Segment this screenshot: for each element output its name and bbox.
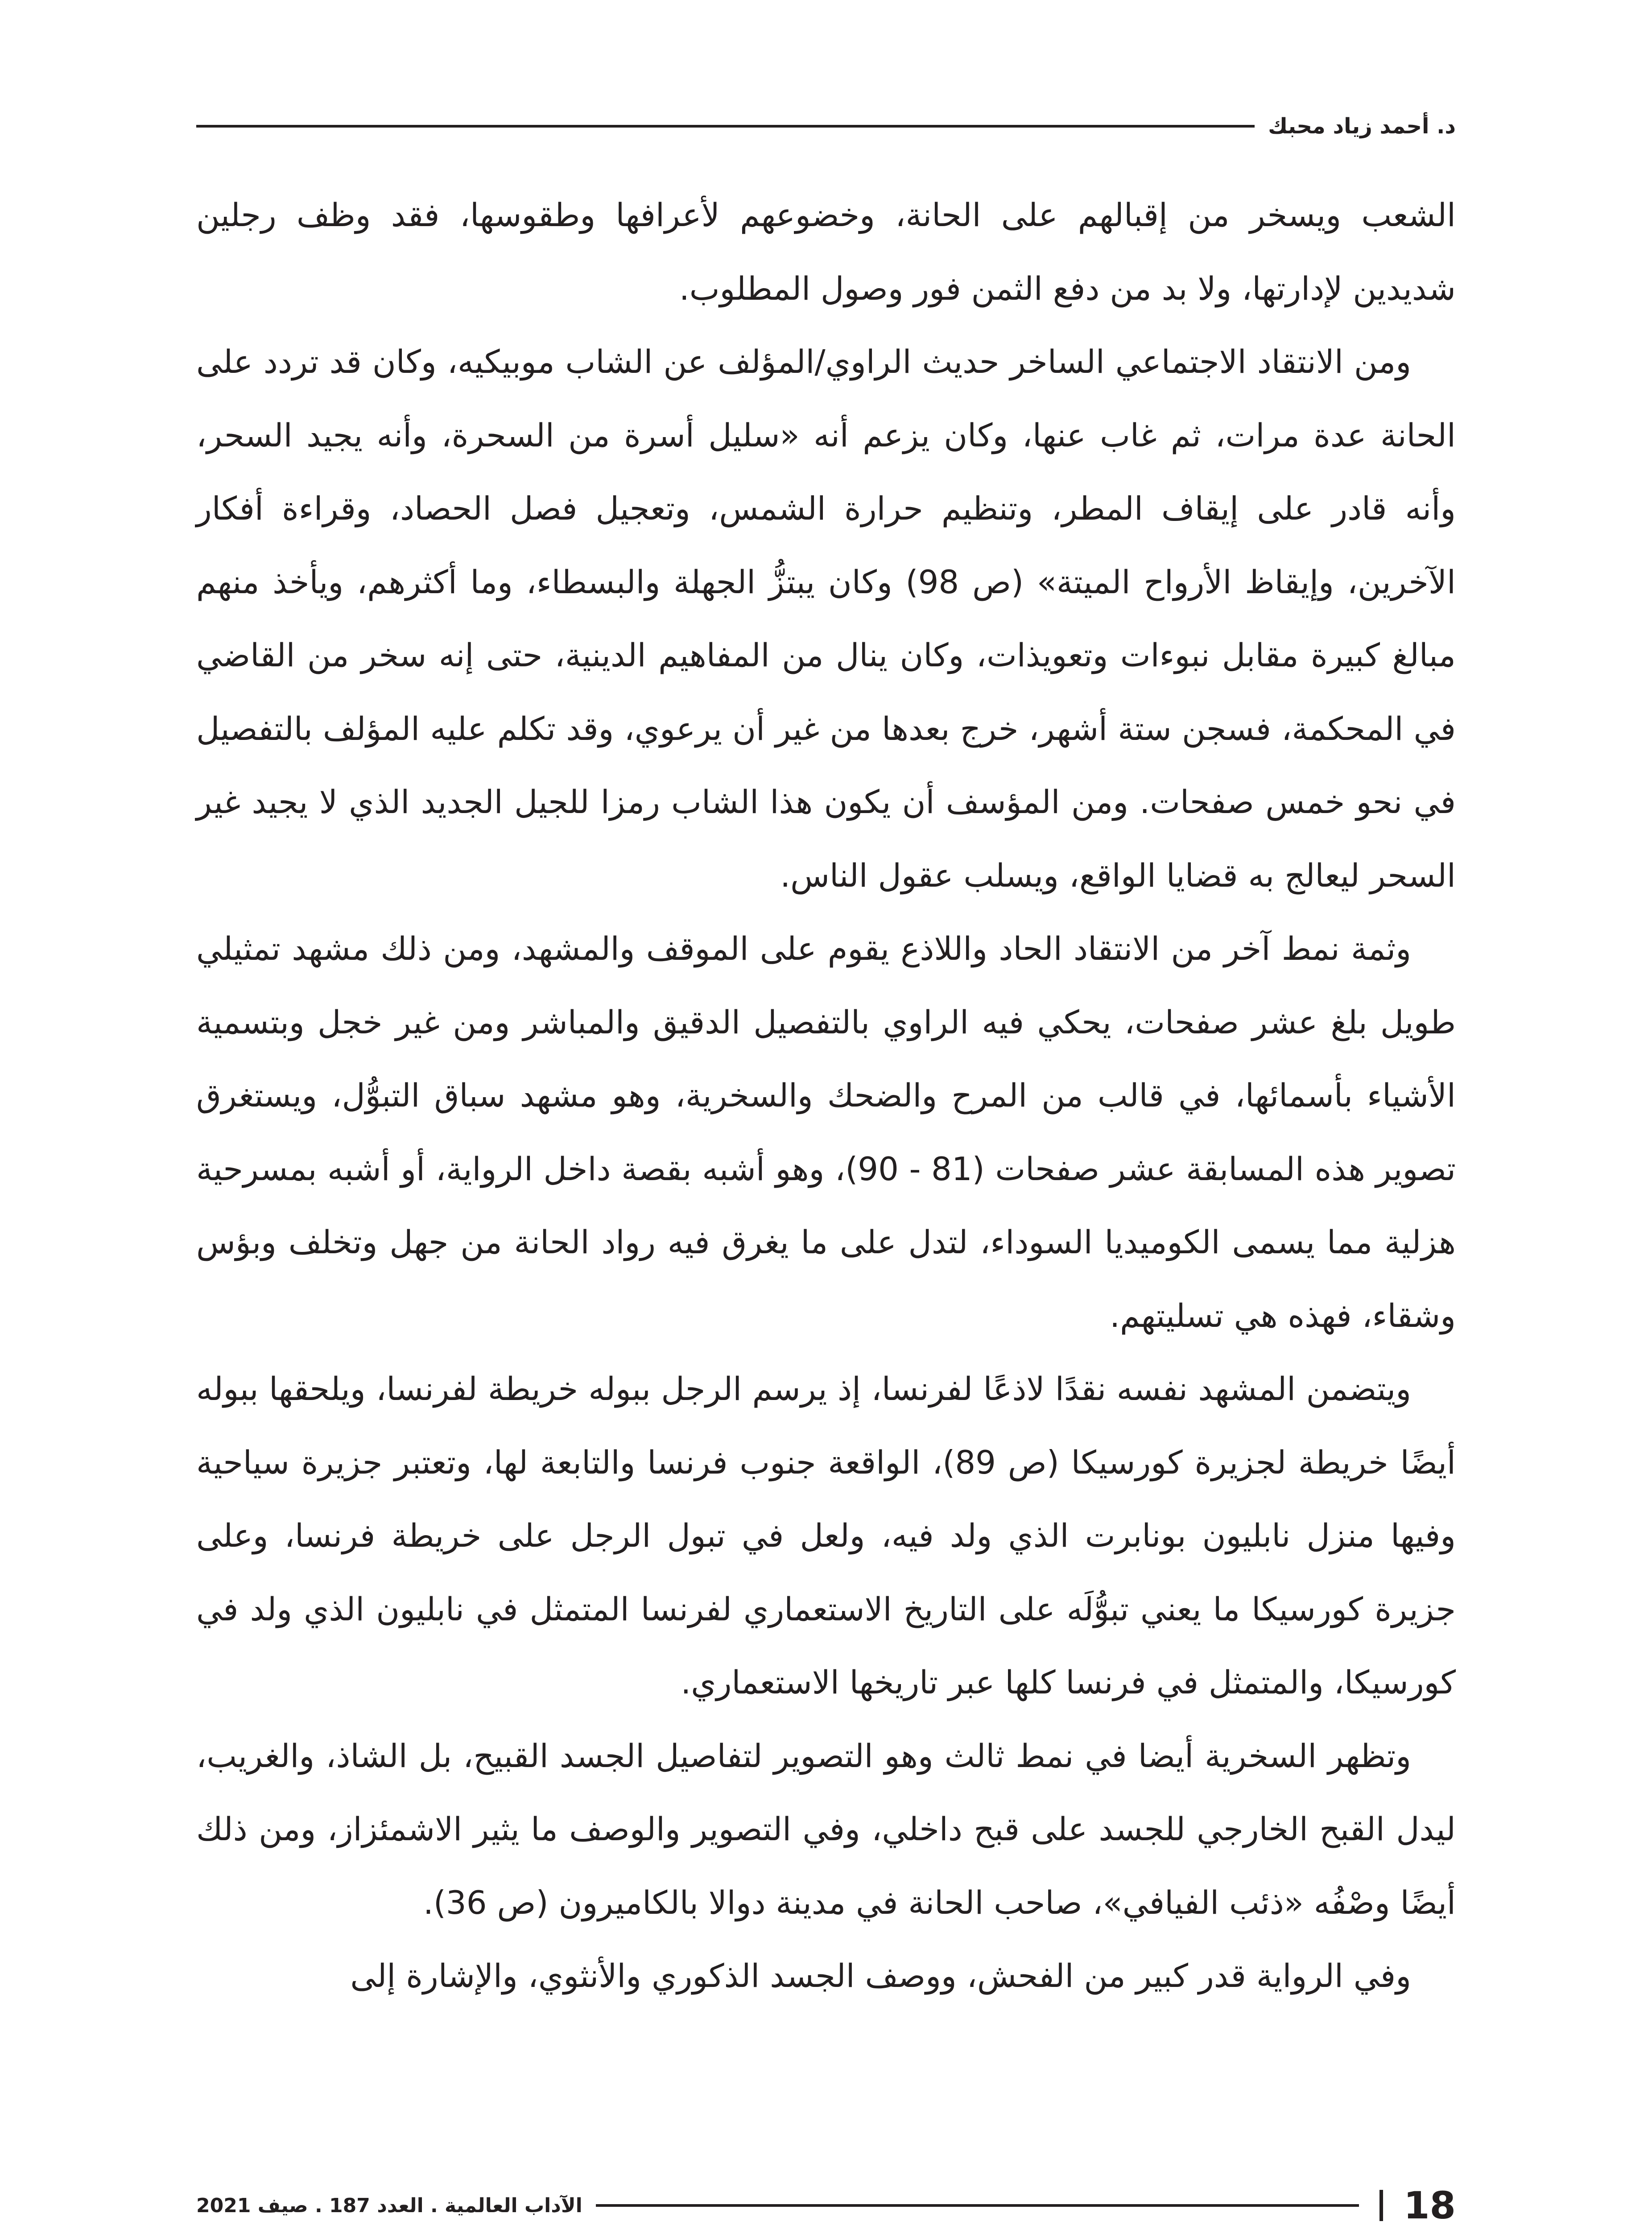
paragraph: الشعب ويسخر من إقبالهم على الحانة، وخضوعهم لأعرافها وطقوسها، فقد وظف رجلين شديدين لإدارتها، ولا بد من دفع الثمن فور وصول المطلوب. [196, 196, 1456, 307]
article-body [196, 178, 1456, 2013]
author-name: د. أحمد زياد محبك [1268, 114, 1456, 139]
page-footer [196, 2183, 1456, 2228]
journal-issue-info: الآداب العالمية . العدد 187 . صيف 2021 [196, 2194, 582, 2217]
footer-divider [596, 2204, 1359, 2207]
header-divider [196, 125, 1255, 128]
page-number: 18 [1404, 2184, 1456, 2227]
paragraph: وتظهر السخرية أيضا في نمط ثالث وهو التصوير لتفاصيل الجسد القبيح، بل الشاذ، والغريب، ليدل القبح الخارجي للجسد على قبح داخلي، وفي التصوير والوصف ما يثير الاشمئزاز، ومن ذلك أيضًا وصْفُه «ذئب الفيافي»، صاحب الحانة في مدينة دوالا بالكاميرون (ص 36). [196, 1737, 1456, 1921]
paragraph: ويتضمن المشهد نفسه نقدًا لاذعًا لفرنسا، إذ يرسم الرجل ببوله خريطة لفرنسا، ويلحقها ببوله أيضًا خريطة لجزيرة كورسيكا (ص 89)، الواقعة جنوب فرنسا والتابعة لها، وتعتبر جزيرة سياحية وفيها منزل نابليون بونابرت الذي ولد فيه، ولعل في تبول الرجل على خريطة فرنسا، وعلى جزيرة كورسيكا ما يعني تبوُّلَه على التاريخ الاستعماري لفرنسا المتمثل في نابليون الذي ولد في كورسيكا، والمتمثل في فرنسا كلها عبر تاريخها الاستعماري. [196, 1370, 1456, 1701]
paragraph: ومن الانتقاد الاجتماعي الساخر حديث الراوي/المؤلف عن الشاب موبيكيه، وكان قد تردد على الحانة عدة مرات، ثم غاب عنها، وكان يزعم أنه «سليل أسرة من السحرة، وأنه يجيد السحر، وأنه قادر على إيقاف المطر، وتنظيم حرارة الشمس، وتعجيل فصل الحصاد، وقراءة أفكار الآخرين، وإيقاظ الأرواح الميتة» (ص 98) وكان يبتزُّ الجهلة والبسطاء، وما أكثرهم، ويأخذ منهم مبالغ كبيرة مقابل نبوءات وتعويذات، وكان ينال من المفاهيم الدينية، حتى إنه سخر من القاضي في المحكمة، فسجن ستة أشهر، خرج بعدها من غير أن يرعوي، وقد تكلم عليه المؤلف بالتفصيل في نحو خمس صفحات. ومن المؤسف أن يكون هذا الشاب رمزا للجيل الجديد الذي لا يجيد غير السحر ليعالج به قضايا الواقع، ويسلب عقول الناس. [196, 343, 1456, 894]
page-header [196, 106, 1456, 146]
paragraph: وثمة نمط آخر من الانتقاد الحاد واللاذع يقوم على الموقف والمشهد، ومن ذلك مشهد تمثيلي طويل بلغ عشر صفحات، يحكي فيه الراوي بالتفصيل الدقيق والمباشر ومن غير خجل وبتسمية الأشياء بأسمائها، في قالب من المرح والضحك والسخرية، وهو مشهد سباق التبوُّل، ويستغرق تصوير هذه المسابقة عشر صفحات (81 - 90)، وهو أشبه بقصة داخل الرواية، أو أشبه بمسرحية هزلية مما يسمى الكوميديا السوداء، لتدل على ما يغرق فيه رواد الحانة من جهل وتخلف وبؤس وشقاء، فهذه هي تسليتهم. [196, 930, 1456, 1334]
page-number-separator [1379, 2190, 1383, 2221]
paragraph: وفي الرواية قدر كبير من الفحش، ووصف الجسد الذكوري والأنثوي، والإشارة إلى [350, 1957, 1411, 1995]
